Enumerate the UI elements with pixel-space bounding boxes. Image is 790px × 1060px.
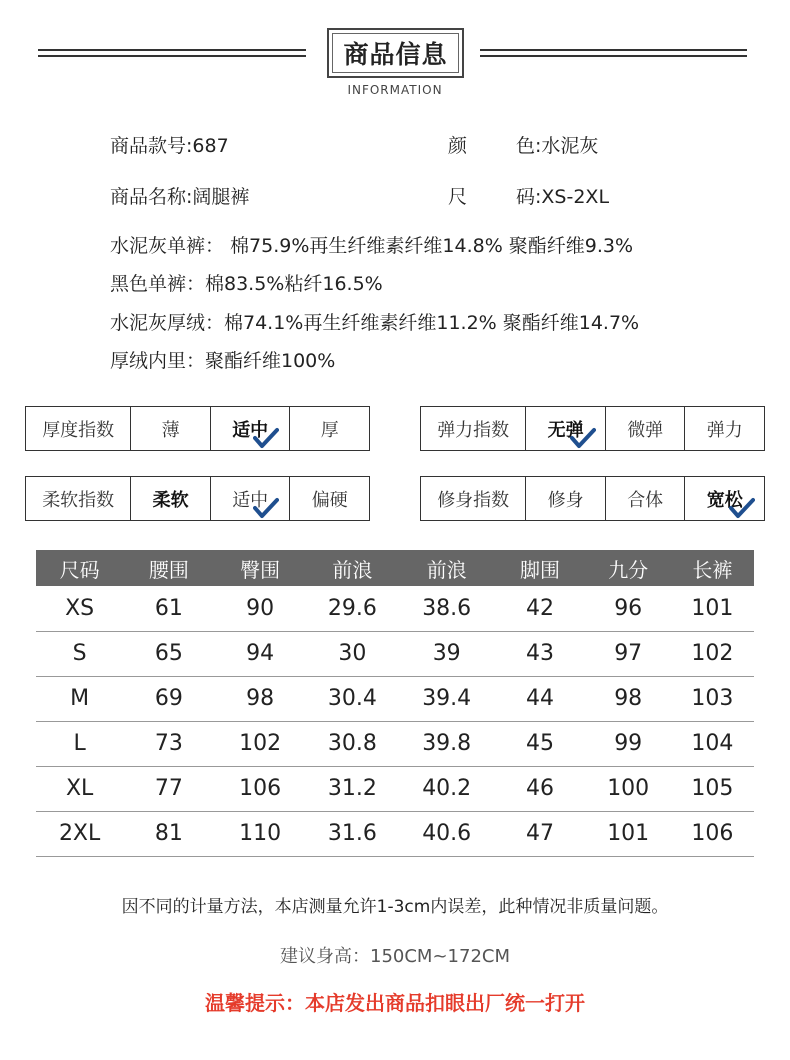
softness-option: 柔软 xyxy=(130,477,210,520)
thickness-option: 厚 xyxy=(289,407,369,450)
softness-option-selected xyxy=(210,477,290,520)
softness-option: 偏硬 xyxy=(289,477,369,520)
material-line: 水泥灰厚绒：棉74.1%再生纤维素纤维11.2% 聚酯纤维14.7% xyxy=(110,312,640,334)
checkmark-icon xyxy=(570,427,596,449)
checkmark-icon xyxy=(253,497,279,519)
elasticity-option: 弹力 xyxy=(684,407,764,450)
table-cell: 104 xyxy=(671,721,754,766)
column-header: 长裤 xyxy=(671,550,754,586)
fit-option: 修身 xyxy=(525,477,605,520)
column-header: 前浪 xyxy=(306,550,399,586)
table-row xyxy=(36,676,754,721)
size-table-header xyxy=(36,550,754,586)
product-name-label: 商品名称: xyxy=(110,186,193,208)
table-row xyxy=(36,631,754,676)
table-cell: 39 xyxy=(399,631,494,676)
table-row xyxy=(36,586,754,631)
table-cell: 44 xyxy=(494,676,585,721)
table-cell: 106 xyxy=(671,811,754,856)
table-cell: 31.2 xyxy=(306,766,399,811)
table-cell: 31.6 xyxy=(306,811,399,856)
column-header: 尺码 xyxy=(36,550,123,586)
column-header: 腰围 xyxy=(123,550,214,586)
softness-index xyxy=(25,476,370,521)
fit-index-label: 修身指数 xyxy=(437,489,510,511)
table-cell: 39.8 xyxy=(399,721,494,766)
table-cell: 69 xyxy=(123,676,214,721)
material-line: 黑色单裤：棉83.5%粘纤16.5% xyxy=(110,273,383,295)
table-cell: 42 xyxy=(494,586,585,631)
section-title-box xyxy=(327,28,464,78)
header-left-lines xyxy=(38,49,306,58)
table-cell: 94 xyxy=(214,631,305,676)
section-subtitle: INFORMATION xyxy=(347,83,443,97)
size-range xyxy=(448,182,609,209)
height-recommendation: 建议身高：150CM~172CM xyxy=(280,946,510,967)
table-row xyxy=(36,721,754,766)
elasticity-option: 微弹 xyxy=(605,407,685,450)
column-header: 臀围 xyxy=(214,550,305,586)
product-name xyxy=(110,182,249,209)
fit-option: 合体 xyxy=(605,477,685,520)
table-cell: 65 xyxy=(123,631,214,676)
material-line: 水泥灰单裤： 棉75.9%再生纤维素纤维14.8% 聚酯纤维9.3% xyxy=(110,235,634,257)
table-cell: 45 xyxy=(494,721,585,766)
product-name-value: 阔腿裤 xyxy=(192,186,250,208)
column-header: 前浪 xyxy=(399,550,494,586)
checkmark-icon xyxy=(729,497,755,519)
table-cell: 102 xyxy=(214,721,305,766)
table-cell: S xyxy=(36,631,123,676)
table-row xyxy=(36,811,754,856)
measurement-note: 因不同的计量方法，本店测量允许1-3cm内误差，此种情况非质量问题。 xyxy=(121,897,669,917)
size-label-char2: 码: xyxy=(516,186,542,208)
thickness-index xyxy=(25,406,370,451)
table-cell: 61 xyxy=(123,586,214,631)
table-cell: 30.4 xyxy=(306,676,399,721)
checkmark-icon xyxy=(253,427,279,449)
table-cell: L xyxy=(36,721,123,766)
table-cell: 101 xyxy=(586,811,671,856)
table-cell: 90 xyxy=(214,586,305,631)
table-cell: 29.6 xyxy=(306,586,399,631)
table-cell: XS xyxy=(36,586,123,631)
fit-option-selected xyxy=(684,477,764,520)
table-cell: 77 xyxy=(123,766,214,811)
table-cell: 81 xyxy=(123,811,214,856)
elasticity-option-label: 无弹 xyxy=(547,419,584,441)
table-cell: 99 xyxy=(586,721,671,766)
softness-index-label: 柔软指数 xyxy=(42,489,115,511)
table-cell: 40.6 xyxy=(399,811,494,856)
fit-index xyxy=(420,476,765,521)
thickness-option-label: 适中 xyxy=(232,419,269,441)
column-header: 九分 xyxy=(586,550,671,586)
color-info xyxy=(448,131,598,158)
table-cell: XL xyxy=(36,766,123,811)
table-cell: 47 xyxy=(494,811,585,856)
table-row xyxy=(36,766,754,811)
elasticity-index xyxy=(420,406,765,451)
warning-tip: 温馨提示：本店发出商品扣眼出厂统一打开 xyxy=(205,991,585,1015)
table-cell: 43 xyxy=(494,631,585,676)
table-cell: 100 xyxy=(586,766,671,811)
thickness-option-selected xyxy=(210,407,290,450)
table-cell: 46 xyxy=(494,766,585,811)
table-cell: 103 xyxy=(671,676,754,721)
table-cell: 96 xyxy=(586,586,671,631)
fit-option-label: 宽松 xyxy=(706,489,743,511)
table-cell: 98 xyxy=(586,676,671,721)
table-cell: 106 xyxy=(214,766,305,811)
table-cell: 30.8 xyxy=(306,721,399,766)
table-cell: 102 xyxy=(671,631,754,676)
table-cell: 2XL xyxy=(36,811,123,856)
table-cell: 110 xyxy=(214,811,305,856)
elasticity-option-selected xyxy=(525,407,605,450)
table-cell: 105 xyxy=(671,766,754,811)
size-label-char1: 尺 xyxy=(448,186,468,208)
table-cell: 97 xyxy=(586,631,671,676)
size-range-value: XS-2XL xyxy=(541,186,610,208)
elasticity-index-label: 弹力指数 xyxy=(437,419,510,441)
style-number xyxy=(110,131,229,158)
style-number-label: 商品款号: xyxy=(110,135,193,157)
table-cell: M xyxy=(36,676,123,721)
header-right-lines xyxy=(480,49,747,58)
material-line: 厚绒内里：聚酯纤维100% xyxy=(110,350,336,372)
column-header: 脚围 xyxy=(494,550,585,586)
section-title: 商品信息 xyxy=(343,40,448,69)
color-label-char1: 颜 xyxy=(448,135,468,157)
table-cell: 98 xyxy=(214,676,305,721)
size-table xyxy=(36,550,754,857)
thickness-index-label: 厚度指数 xyxy=(42,419,115,441)
table-cell: 101 xyxy=(671,586,754,631)
color-value: 水泥灰 xyxy=(541,135,599,157)
table-cell: 38.6 xyxy=(399,586,494,631)
table-cell: 40.2 xyxy=(399,766,494,811)
style-number-value: 687 xyxy=(192,135,229,157)
table-cell: 39.4 xyxy=(399,676,494,721)
softness-option-label: 适中 xyxy=(232,489,269,511)
table-cell: 30 xyxy=(306,631,399,676)
table-cell: 73 xyxy=(123,721,214,766)
color-label-char2: 色: xyxy=(516,135,542,157)
thickness-option: 薄 xyxy=(130,407,210,450)
